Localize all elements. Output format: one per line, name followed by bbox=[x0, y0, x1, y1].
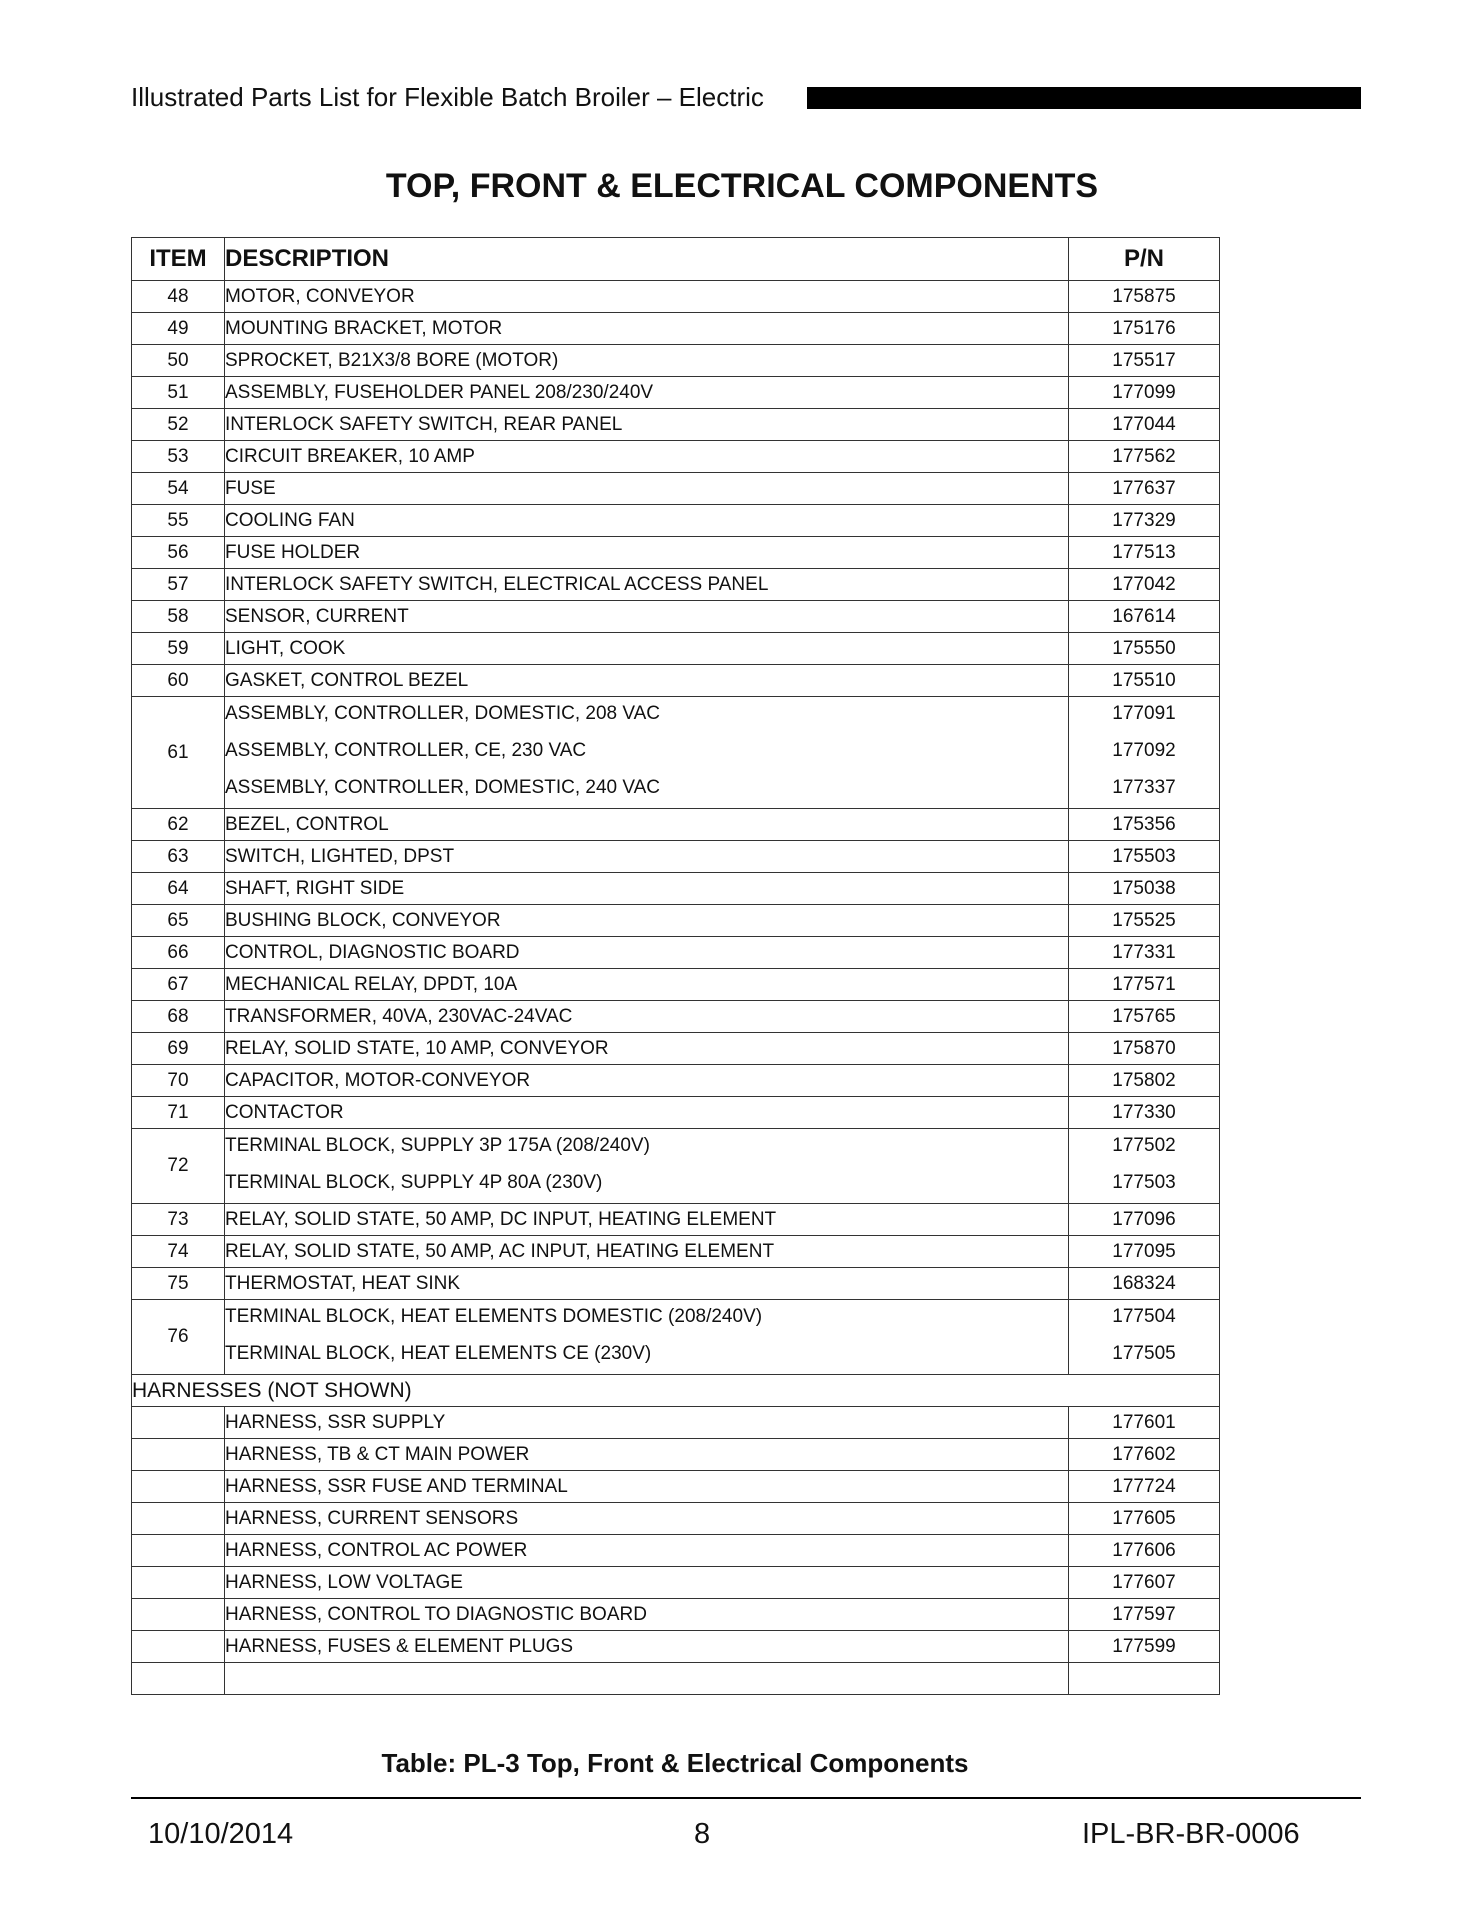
part-number: 177599 bbox=[1069, 1631, 1220, 1663]
part-number: 175356 bbox=[1069, 809, 1220, 841]
table-row bbox=[132, 537, 1220, 569]
table-row bbox=[132, 473, 1220, 505]
description: LIGHT, COOK bbox=[225, 633, 1069, 665]
description: SENSOR, CURRENT bbox=[225, 601, 1069, 633]
description: CIRCUIT BREAKER, 10 AMP bbox=[225, 441, 1069, 473]
item-number bbox=[132, 1407, 225, 1439]
part-number: 177329 bbox=[1069, 505, 1220, 537]
description: ASSEMBLY, FUSEHOLDER PANEL 208/230/240V bbox=[225, 377, 1069, 409]
item-number: 66 bbox=[132, 937, 225, 969]
description: CONTROL, DIAGNOSTIC BOARD bbox=[225, 937, 1069, 969]
description bbox=[225, 1663, 1069, 1695]
item-number: 61 bbox=[132, 697, 225, 809]
item-number: 64 bbox=[132, 873, 225, 905]
description: INTERLOCK SAFETY SWITCH, REAR PANEL bbox=[225, 409, 1069, 441]
part-number: 177503 bbox=[1112, 1172, 1176, 1193]
description: FUSE bbox=[225, 473, 1069, 505]
part-number bbox=[1069, 1663, 1220, 1695]
part-number: 177606 bbox=[1069, 1535, 1220, 1567]
description: COOLING FAN bbox=[225, 505, 1069, 537]
part-number: 175503 bbox=[1069, 841, 1220, 873]
part-number: 177092 bbox=[1112, 740, 1176, 761]
item-number: 63 bbox=[132, 841, 225, 873]
table-row bbox=[132, 281, 1220, 313]
part-number: 175802 bbox=[1069, 1065, 1220, 1097]
description: INTERLOCK SAFETY SWITCH, ELECTRICAL ACCESS PANEL bbox=[225, 569, 1069, 601]
description: MOUNTING BRACKET, MOTOR bbox=[225, 313, 1069, 345]
item-number: 70 bbox=[132, 1065, 225, 1097]
table-row bbox=[132, 1663, 1220, 1695]
part-number: 177505 bbox=[1112, 1343, 1176, 1364]
description: RELAY, SOLID STATE, 10 AMP, CONVEYOR bbox=[225, 1033, 1069, 1065]
table-row bbox=[132, 1407, 1220, 1439]
table-row bbox=[132, 1268, 1220, 1300]
description: SPROCKET, B21X3/8 BORE (MOTOR) bbox=[225, 345, 1069, 377]
section-row bbox=[132, 1375, 1220, 1407]
part-number: 177331 bbox=[1069, 937, 1220, 969]
item-number bbox=[132, 1631, 225, 1663]
part-number: 177042 bbox=[1069, 569, 1220, 601]
description: SWITCH, LIGHTED, DPST bbox=[225, 841, 1069, 873]
description: ASSEMBLY, CONTROLLER, DOMESTIC, 208 VAC bbox=[225, 703, 661, 724]
description: HARNESS, TB & CT MAIN POWER bbox=[225, 1439, 1069, 1471]
part-number: 175510 bbox=[1069, 665, 1220, 697]
item-number: 74 bbox=[132, 1236, 225, 1268]
description: MECHANICAL RELAY, DPDT, 10A bbox=[225, 969, 1069, 1001]
part-number: 175517 bbox=[1069, 345, 1220, 377]
description: HARNESS, LOW VOLTAGE bbox=[225, 1567, 1069, 1599]
part-number-cell bbox=[1069, 1129, 1220, 1204]
table-row bbox=[132, 1204, 1220, 1236]
table-row bbox=[132, 1236, 1220, 1268]
part-number: 177637 bbox=[1069, 473, 1220, 505]
description: HARNESS, CONTROL TO DIAGNOSTIC BOARD bbox=[225, 1599, 1069, 1631]
part-number: 175525 bbox=[1069, 905, 1220, 937]
page-number: 8 bbox=[694, 1818, 711, 1850]
page-title: TOP, FRONT & ELECTRICAL COMPONENTS bbox=[385, 167, 1099, 205]
item-number: 56 bbox=[132, 537, 225, 569]
description: TERMINAL BLOCK, HEAT ELEMENTS DOMESTIC (208/240V) bbox=[225, 1306, 763, 1327]
description: TRANSFORMER, 40VA, 230VAC-24VAC bbox=[225, 1001, 1069, 1033]
part-number: 175176 bbox=[1069, 313, 1220, 345]
header-item: ITEM bbox=[132, 238, 225, 281]
description: HARNESS, SSR FUSE AND TERMINAL bbox=[225, 1471, 1069, 1503]
document-id: IPL-BR-BR-0006 bbox=[1082, 1818, 1300, 1850]
item-number: 73 bbox=[132, 1204, 225, 1236]
item-number bbox=[132, 1599, 225, 1631]
table-row bbox=[132, 841, 1220, 873]
item-number: 54 bbox=[132, 473, 225, 505]
description: TERMINAL BLOCK, HEAT ELEMENTS CE (230V) bbox=[225, 1343, 652, 1364]
description-cell bbox=[225, 697, 1069, 809]
item-number: 65 bbox=[132, 905, 225, 937]
table-row bbox=[132, 905, 1220, 937]
item-number bbox=[132, 1535, 225, 1567]
part-number: 177571 bbox=[1069, 969, 1220, 1001]
description: HARNESS, FUSES & ELEMENT PLUGS bbox=[225, 1631, 1069, 1663]
part-number: 177337 bbox=[1112, 777, 1176, 798]
header-pn: P/N bbox=[1069, 238, 1220, 281]
table-row bbox=[132, 1033, 1220, 1065]
description: CAPACITOR, MOTOR-CONVEYOR bbox=[225, 1065, 1069, 1097]
table-row bbox=[132, 409, 1220, 441]
description: HARNESS, CONTROL AC POWER bbox=[225, 1535, 1069, 1567]
item-number: 57 bbox=[132, 569, 225, 601]
part-number: 177597 bbox=[1069, 1599, 1220, 1631]
item-number bbox=[132, 1567, 225, 1599]
table-row bbox=[132, 969, 1220, 1001]
table-row bbox=[132, 345, 1220, 377]
part-number: 177502 bbox=[1112, 1135, 1176, 1156]
part-number: 177330 bbox=[1069, 1097, 1220, 1129]
description: THERMOSTAT, HEAT SINK bbox=[225, 1268, 1069, 1300]
description: RELAY, SOLID STATE, 50 AMP, AC INPUT, HEATING ELEMENT bbox=[225, 1236, 1069, 1268]
table-row bbox=[132, 313, 1220, 345]
item-number bbox=[132, 1503, 225, 1535]
part-number: 177562 bbox=[1069, 441, 1220, 473]
item-number bbox=[132, 1663, 225, 1695]
table-row bbox=[132, 633, 1220, 665]
table-row bbox=[132, 1129, 1220, 1204]
header-description: DESCRIPTION bbox=[225, 238, 1069, 281]
item-number: 50 bbox=[132, 345, 225, 377]
item-number: 60 bbox=[132, 665, 225, 697]
item-number: 58 bbox=[132, 601, 225, 633]
table-row bbox=[132, 1439, 1220, 1471]
table-row bbox=[132, 1535, 1220, 1567]
parts-table bbox=[131, 237, 1220, 1695]
part-number: 177504 bbox=[1112, 1306, 1176, 1327]
part-number-cell bbox=[1069, 1300, 1220, 1375]
table-row bbox=[132, 937, 1220, 969]
table-caption: Table: PL-3 Top, Front & Electrical Components bbox=[381, 1748, 969, 1778]
section-label: HARNESSES (NOT SHOWN) bbox=[132, 1375, 1220, 1407]
table-row bbox=[132, 1631, 1220, 1663]
part-number: 177091 bbox=[1112, 703, 1176, 724]
description-cell bbox=[225, 1129, 1069, 1204]
part-number: 177607 bbox=[1069, 1567, 1220, 1599]
table-row bbox=[132, 1001, 1220, 1033]
part-number: 177096 bbox=[1069, 1204, 1220, 1236]
description: CONTACTOR bbox=[225, 1097, 1069, 1129]
part-number: 167614 bbox=[1069, 601, 1220, 633]
table-row bbox=[132, 505, 1220, 537]
table-row bbox=[132, 1300, 1220, 1375]
part-number: 175765 bbox=[1069, 1001, 1220, 1033]
footer-rule bbox=[131, 1797, 1361, 1799]
table-header-row bbox=[132, 238, 1220, 281]
item-number: 53 bbox=[132, 441, 225, 473]
item-number: 71 bbox=[132, 1097, 225, 1129]
part-number: 175870 bbox=[1069, 1033, 1220, 1065]
footer-date: 10/10/2014 bbox=[148, 1818, 294, 1850]
page-header bbox=[131, 82, 1361, 114]
item-number: 75 bbox=[132, 1268, 225, 1300]
part-number: 177095 bbox=[1069, 1236, 1220, 1268]
table-row bbox=[132, 1471, 1220, 1503]
part-number: 177602 bbox=[1069, 1439, 1220, 1471]
part-number: 168324 bbox=[1069, 1268, 1220, 1300]
item-number: 62 bbox=[132, 809, 225, 841]
item-number: 55 bbox=[132, 505, 225, 537]
item-number: 67 bbox=[132, 969, 225, 1001]
item-number bbox=[132, 1471, 225, 1503]
table-row bbox=[132, 377, 1220, 409]
table-row bbox=[132, 809, 1220, 841]
item-number bbox=[132, 1439, 225, 1471]
description: MOTOR, CONVEYOR bbox=[225, 281, 1069, 313]
description: BEZEL, CONTROL bbox=[225, 809, 1069, 841]
part-number-cell bbox=[1069, 697, 1220, 809]
header-text: Illustrated Parts List for Flexible Batch Broiler – Electric bbox=[131, 82, 764, 112]
item-number: 68 bbox=[132, 1001, 225, 1033]
item-number: 59 bbox=[132, 633, 225, 665]
item-number: 52 bbox=[132, 409, 225, 441]
item-number: 72 bbox=[132, 1129, 225, 1204]
item-number: 69 bbox=[132, 1033, 225, 1065]
description: GASKET, CONTROL BEZEL bbox=[225, 665, 1069, 697]
description: ASSEMBLY, CONTROLLER, CE, 230 VAC bbox=[225, 740, 587, 761]
parts-table-body bbox=[132, 281, 1220, 1695]
description: HARNESS, CURRENT SENSORS bbox=[225, 1503, 1069, 1535]
part-number: 177724 bbox=[1069, 1471, 1220, 1503]
item-number: 49 bbox=[132, 313, 225, 345]
part-number: 177605 bbox=[1069, 1503, 1220, 1535]
part-number: 175875 bbox=[1069, 281, 1220, 313]
description: BUSHING BLOCK, CONVEYOR bbox=[225, 905, 1069, 937]
part-number: 175550 bbox=[1069, 633, 1220, 665]
item-number: 76 bbox=[132, 1300, 225, 1375]
part-number: 177044 bbox=[1069, 409, 1220, 441]
table-row bbox=[132, 697, 1220, 809]
table-row bbox=[132, 665, 1220, 697]
table-row bbox=[132, 1599, 1220, 1631]
description-cell bbox=[225, 1300, 1069, 1375]
description: RELAY, SOLID STATE, 50 AMP, DC INPUT, HEATING ELEMENT bbox=[225, 1204, 1069, 1236]
table-row bbox=[132, 441, 1220, 473]
table-row bbox=[132, 569, 1220, 601]
table-row bbox=[132, 1097, 1220, 1129]
header-bar bbox=[807, 87, 1361, 109]
item-number: 48 bbox=[132, 281, 225, 313]
table-row bbox=[132, 601, 1220, 633]
item-number: 51 bbox=[132, 377, 225, 409]
description: TERMINAL BLOCK, SUPPLY 3P 175A (208/240V) bbox=[225, 1135, 650, 1156]
part-number: 177513 bbox=[1069, 537, 1220, 569]
description: SHAFT, RIGHT SIDE bbox=[225, 873, 1069, 905]
part-number: 177099 bbox=[1069, 377, 1220, 409]
description: ASSEMBLY, CONTROLLER, DOMESTIC, 240 VAC bbox=[225, 777, 661, 798]
part-number: 177601 bbox=[1069, 1407, 1220, 1439]
description: TERMINAL BLOCK, SUPPLY 4P 80A (230V) bbox=[225, 1172, 603, 1193]
table-row bbox=[132, 1503, 1220, 1535]
description: HARNESS, SSR SUPPLY bbox=[225, 1407, 1069, 1439]
part-number: 175038 bbox=[1069, 873, 1220, 905]
table-row bbox=[132, 1065, 1220, 1097]
table-row bbox=[132, 1567, 1220, 1599]
table-row bbox=[132, 873, 1220, 905]
description: FUSE HOLDER bbox=[225, 537, 1069, 569]
